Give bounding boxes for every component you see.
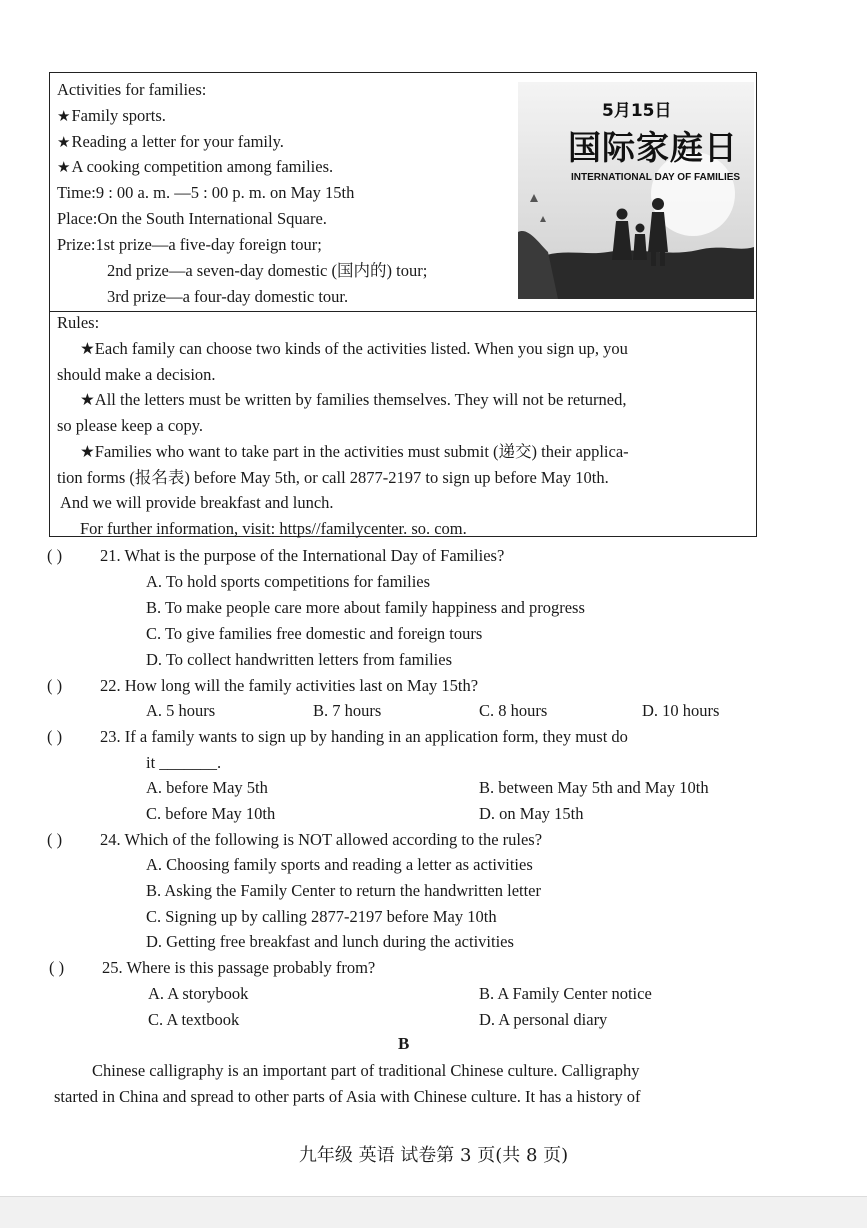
option-a: A. 5 hours — [146, 701, 216, 720]
activity-notice-box — [49, 72, 757, 537]
star-icon: ★ — [57, 109, 71, 125]
rule-line: And we will provide breakfast and lunch. — [60, 493, 334, 512]
poster-date: 5月15日 — [602, 101, 672, 121]
activities-title: Activities for families: — [57, 80, 207, 99]
prize-3-line: 3rd prize—a four-day domestic tour. — [107, 287, 349, 306]
time-line: Time:9 : 00 a. m. —5 : 00 p. m. on May 15th — [57, 183, 355, 202]
prize-1-line: Prize:1st prize—a five-day foreign tour; — [57, 235, 322, 254]
poster-title-en: INTERNATIONAL DAY OF FAMILIES — [571, 172, 741, 183]
answer-blank[interactable]: ( ) — [47, 546, 63, 565]
answer-blank[interactable]: ( ) — [47, 727, 63, 746]
option-b: B. A Family Center notice — [479, 984, 652, 1003]
passage-line: Chinese calligraphy is an important part of traditional Chinese culture. Calligraphy — [92, 1061, 640, 1080]
rule-line: ★Families who want to take part in the activities must submit (递交) their applica- — [80, 442, 629, 461]
option-b: B. To make people care more about family happiness and progress — [146, 598, 585, 617]
passage-line: started in China and spread to other parts of Asia with Chinese culture. It has a history of — [54, 1087, 641, 1106]
answer-blank[interactable]: ( ) — [47, 830, 63, 849]
activity-item: ★Family sports. — [57, 106, 166, 125]
option-b: B. Asking the Family Center to return the handwritten letter — [146, 881, 542, 900]
option-d: D. 10 hours — [642, 701, 720, 720]
option-d: D. Getting free breakfast and lunch during the activities — [146, 932, 514, 951]
star-icon: ★ — [57, 160, 71, 176]
rule-line: should make a decision. — [57, 365, 216, 384]
poster-title-cn: 国际家庭日 — [568, 128, 738, 167]
option-c: C. 8 hours — [479, 701, 548, 720]
option-d: D. on May 15th — [479, 804, 584, 823]
activity-item: ★Reading a letter for your family. — [57, 132, 284, 151]
rule-line: so please keep a copy. — [57, 416, 203, 435]
option-d: D. To collect handwritten letters from families — [146, 650, 452, 669]
question-23-stem-cont: it _______. — [146, 753, 222, 772]
place-line: Place:On the South International Square. — [57, 209, 327, 228]
rule-line: ★Each family can choose two kinds of the activities listed. When you sign up, you — [80, 339, 628, 358]
option-a: A. before May 5th — [146, 778, 268, 797]
option-a: A. Choosing family sports and reading a letter as activities — [146, 855, 533, 874]
option-c: C. A textbook — [148, 1010, 240, 1029]
answer-blank[interactable]: ( ) — [49, 958, 65, 977]
option-a: A. A storybook — [148, 984, 249, 1003]
answer-blank[interactable]: ( ) — [47, 676, 63, 695]
question-23-stem: 23. If a family wants to sign up by handing in an application form, they must do — [100, 727, 628, 746]
option-c: C. Signing up by calling 2877-2197 before May 10th — [146, 907, 497, 926]
rule-line: ★All the letters must be written by families themselves. They will not be returned, — [80, 390, 627, 409]
question-21-stem: 21. What is the purpose of the International Day of Families? — [100, 546, 505, 565]
question-22-stem: 22. How long will the family activities last on May 15th? — [100, 676, 479, 695]
notice-rules-section — [50, 311, 756, 536]
contact-info-line: For further information, visit: https//familycenter. so. com. — [80, 519, 467, 538]
family-day-poster — [518, 82, 754, 299]
rule-line: tion forms (报名表) before May 5th, or call 2877-2197 to sign up before May 10th. — [57, 468, 609, 487]
option-a: A. To hold sports competitions for families — [146, 572, 431, 591]
notice-activities-section — [50, 73, 756, 312]
option-d: D. A personal diary — [479, 1010, 608, 1029]
option-b: B. between May 5th and May 10th — [479, 778, 709, 797]
star-icon: ★ — [57, 135, 71, 151]
rules-title: Rules: — [57, 313, 100, 332]
prize-2-line: 2nd prize—a seven-day domestic (国内的) tour; — [107, 261, 428, 280]
page-footer: 九年级 英语 试卷第 3 页(共 8 页) — [298, 1145, 569, 1166]
activity-item: ★A cooking competition among families. — [57, 157, 334, 176]
option-b: B. 7 hours — [313, 701, 382, 720]
option-c: C. To give families free domestic and foreign tours — [146, 624, 483, 643]
section-b-heading: B — [398, 1034, 410, 1053]
option-c: C. before May 10th — [146, 804, 276, 823]
question-24-stem: 24. Which of the following is NOT allowed according to the rules? — [100, 830, 543, 849]
question-25-stem: 25. Where is this passage probably from? — [102, 958, 376, 977]
scan-bottom-edge — [0, 1196, 867, 1228]
